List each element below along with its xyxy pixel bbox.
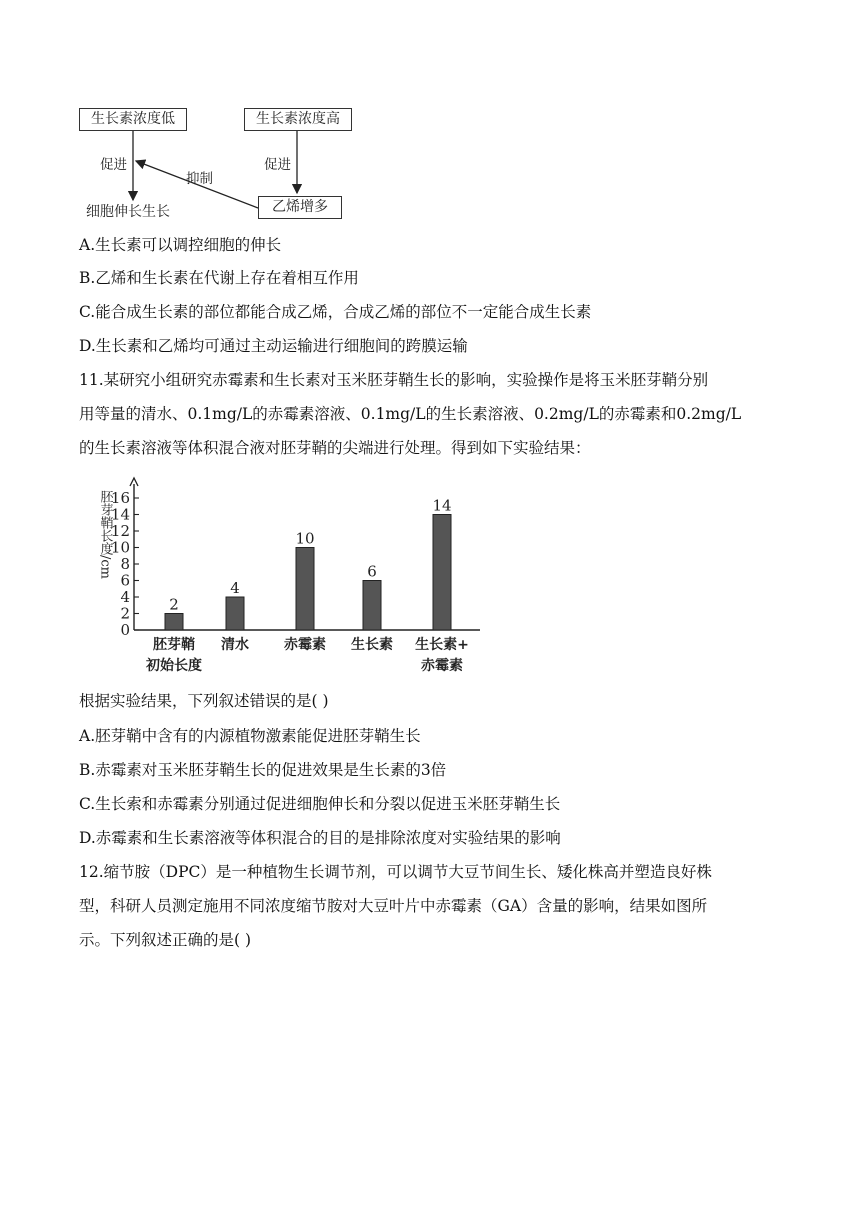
data-label: 10 xyxy=(295,529,315,548)
y-tick-label: 12 xyxy=(110,522,130,540)
x-tick-label: 生长素 xyxy=(351,637,393,653)
label-cell-elongation: 细胞伸长生长 xyxy=(86,204,170,220)
q11-bar-chart xyxy=(85,470,495,680)
label-inhibit: 抑制 xyxy=(186,171,213,187)
data-label: 2 xyxy=(169,595,179,614)
y-tick-label: 14 xyxy=(110,505,130,524)
q12-stem-line-3: 示。下列叙述正确的是( ) xyxy=(79,931,252,949)
q12-stem-line-2: 型，科研人员测定施用不同浓度缩节胺对大豆叶片中赤霉素（GA）含量的影响，结果如图所 xyxy=(79,897,708,915)
y-tick-label: 10 xyxy=(110,538,130,557)
data-label: 14 xyxy=(432,496,452,515)
bar xyxy=(165,614,183,631)
bar xyxy=(296,548,314,631)
box-ethylene: 乙烯增多 xyxy=(258,196,342,219)
box-auxin-high: 生长素浓度高 xyxy=(244,108,352,131)
bar xyxy=(363,581,381,631)
label-promote-right: 促进 xyxy=(264,157,291,173)
box-auxin-low: 生长素浓度低 xyxy=(79,108,187,131)
q10-option-d: D.生长素和乙烯均可通过主动运输进行细胞间的跨膜运输 xyxy=(79,337,468,355)
y-axis-label: 胚芽鞘长度/cm xyxy=(97,490,113,579)
y-tick-label: 16 xyxy=(110,489,130,507)
q11-stem-line-1: 11.某研究小组研究赤霉素和生长素对玉米胚芽鞘生长的影响，实验操作是将玉米胚芽鞘分别 xyxy=(79,371,709,389)
y-tick-label: 2 xyxy=(120,604,130,623)
q11-option-c: C.生长索和赤霉素分别通过促进细胞伸长和分裂以促进玉米胚芽鞘生长 xyxy=(79,795,561,813)
q10-option-b: B.乙烯和生长素在代谢上存在着相互作用 xyxy=(79,269,359,287)
q11-option-b: B.赤霉素对玉米胚芽鞘生长的促进效果是生长素的3倍 xyxy=(79,761,447,779)
bar xyxy=(433,515,451,631)
q11-question: 根据实验结果，下列叙述错误的是( ) xyxy=(79,692,329,710)
q11-stem-line-3: 的生长素溶液等体积混合液对胚芽鞘的尖端进行处理。得到如下实验结果： xyxy=(79,439,591,457)
x-tick-label: 生长素+ xyxy=(415,637,469,653)
y-tick-label: 0 xyxy=(120,621,130,639)
q11-option-a: A.胚芽鞘中含有的内源植物激素能促进胚芽鞘生长 xyxy=(79,727,421,745)
y-tick-label: 8 xyxy=(120,555,130,573)
x-tick-label: 赤霉素 xyxy=(421,658,463,674)
x-tick-label: 初始长度 xyxy=(146,658,202,674)
data-label: 4 xyxy=(230,579,240,597)
label-promote-left: 促进 xyxy=(100,157,127,173)
bar xyxy=(226,597,244,630)
q10-option-a: A.生长素可以调控细胞的伸长 xyxy=(79,236,282,254)
q10-option-c: C.能合成生长素的部位都能合成乙烯，合成乙烯的部位不一定能合成生长素 xyxy=(79,303,592,321)
q11-stem-line-2: 用等量的清水、0.1mg/L的赤霉素溶液、0.1mg/L的生长素溶液、0.2mg/L的赤霉素和0.2mg/L xyxy=(79,405,742,423)
x-tick-label: 胚芽鞘 xyxy=(153,637,195,653)
q11-option-d: D.赤霉素和生长素溶液等体积混合的目的是排除浓度对实验结果的影响 xyxy=(79,829,561,847)
data-label: 6 xyxy=(367,562,377,581)
q12-stem-line-1: 12.缩节胺（DPC）是一种植物生长调节剂，可以调节大豆节间生长、矮化株高并塑造良好株 xyxy=(79,863,712,881)
y-tick-label: 4 xyxy=(120,588,130,606)
x-tick-label: 赤霉素 xyxy=(284,637,326,653)
y-tick-label: 6 xyxy=(120,571,130,590)
x-tick-label: 清水 xyxy=(221,637,249,653)
